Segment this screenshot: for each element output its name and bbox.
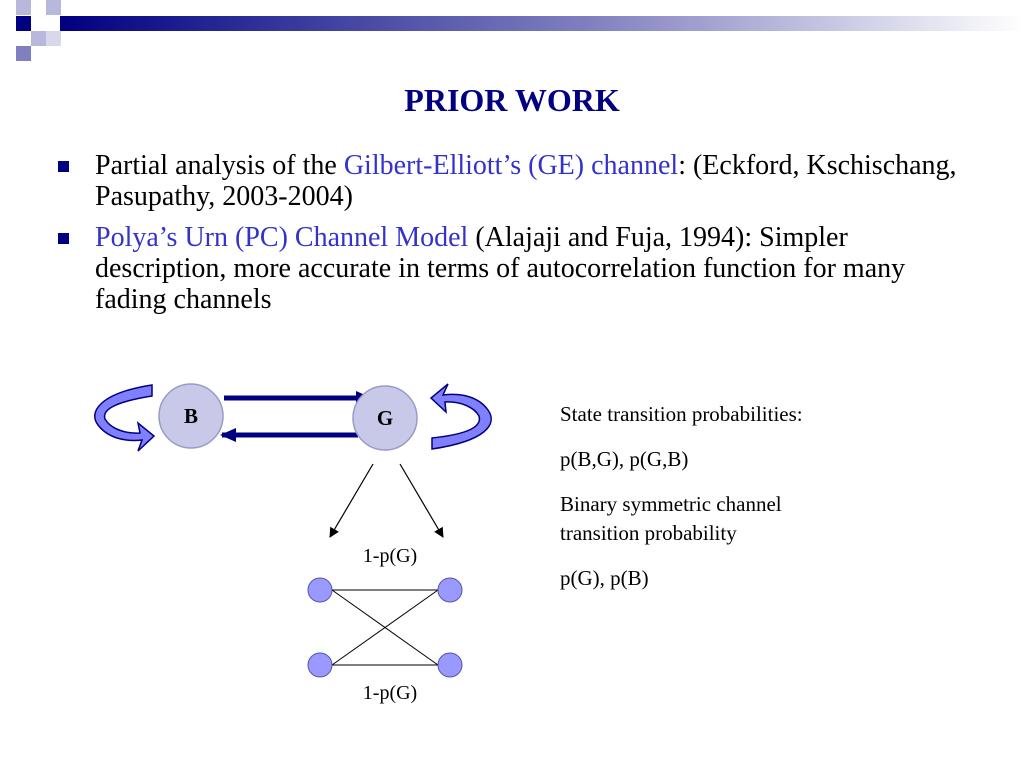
state-g-label: G [376, 406, 394, 430]
note-bsc-line2: transition probability [560, 521, 737, 545]
output-arrow-right [400, 464, 443, 537]
note-transition-probs: p(B,G), p(G,B) [560, 447, 689, 471]
output-arrow-left [330, 464, 373, 537]
bullet-highlight: Polya’s Urn (PC) Channel Model [95, 222, 469, 253]
side-notes [560, 400, 900, 609]
bullet-highlight: Gilbert-Elliott’s (GE) channel [343, 150, 679, 181]
bsc-top-label: 1-p(G) [362, 545, 418, 567]
bullet-text: Partial analysis of the [95, 150, 344, 181]
bsc-output-node [438, 578, 462, 602]
bsc-bottom-label: 1-p(G) [362, 682, 418, 704]
self-loop-b-arrow [95, 385, 154, 451]
note-bsc-probs: p(G), p(B) [560, 566, 649, 590]
state-b-label: B [183, 404, 199, 428]
bsc-output-node [438, 653, 462, 677]
slide-title: PRIOR WORK [404, 82, 620, 118]
self-loop-g-arrow [431, 384, 491, 449]
bsc-input-node [308, 578, 332, 602]
note-transition-title: State transition probabilities: [560, 402, 803, 426]
bullet-text: (Alajaji and Fuja, 1994): Simpler description, more accurate in terms of autocorrelation function for many fading channels [95, 222, 906, 315]
note-bsc-title [560, 490, 900, 548]
bsc-input-node [308, 653, 332, 677]
bullet-text: : (Eckford, Kschischang, Pasupathy, 2003-2004) [95, 150, 957, 212]
note-bsc-line1: Binary symmetric channel [560, 492, 782, 516]
